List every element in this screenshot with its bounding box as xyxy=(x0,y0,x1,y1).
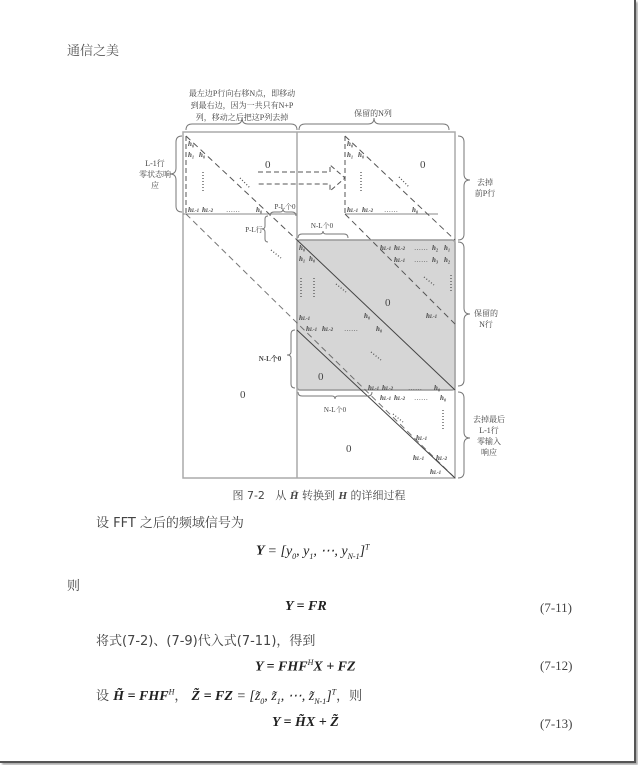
svg-text:h₁: h₁ xyxy=(347,151,354,159)
svg-text:hL-1: hL-1 xyxy=(413,454,425,462)
svg-text:N-L个0: N-L个0 xyxy=(323,406,347,414)
svg-text:h₀: h₀ xyxy=(347,140,354,148)
svg-text:……: …… xyxy=(344,325,358,333)
svg-text:0: 0 xyxy=(346,443,352,455)
svg-text:hL-1: hL-1 xyxy=(368,384,380,392)
equation-number-7-11: (7-11) xyxy=(540,600,573,615)
svg-text:hL-2: hL-2 xyxy=(436,454,448,462)
svg-text:保留的N列: 保留的N列 xyxy=(354,109,392,118)
svg-text:h₀: h₀ xyxy=(364,312,371,320)
svg-text:hL-1: hL-1 xyxy=(306,325,318,333)
svg-text:h₃: h₃ xyxy=(432,256,439,264)
equation-number-7-13: (7-13) xyxy=(540,716,573,731)
svg-text:h₂: h₂ xyxy=(432,244,439,252)
svg-text:h₁: h₁ xyxy=(188,151,195,159)
svg-text:……: …… xyxy=(226,206,240,214)
svg-text:去掉最后: 去掉最后 xyxy=(473,415,505,424)
svg-text:hL-1: hL-1 xyxy=(426,312,438,320)
paragraph-substitute: 将式(7-2)、(7-9)代入式(7-11)，得到 xyxy=(96,634,316,649)
svg-text:零输入: 零输入 xyxy=(477,437,501,446)
svg-text:列，移动之后把这P列去掉: 列，移动之后把这P列去掉 xyxy=(195,113,289,122)
paragraph-then: 则 xyxy=(67,579,81,594)
svg-text:零状态响: 零状态响 xyxy=(139,170,171,179)
figure-caption: 图 7-2 从 H̄ 转换到 H 的详细过程 xyxy=(232,489,406,502)
svg-text:h₀: h₀ xyxy=(358,151,365,159)
svg-text:hL-1: hL-1 xyxy=(394,256,406,264)
svg-text:0: 0 xyxy=(265,159,271,171)
svg-text:h₀: h₀ xyxy=(309,255,316,263)
svg-text:P-L行: P-L行 xyxy=(245,226,263,234)
svg-text:h₀: h₀ xyxy=(434,384,441,392)
svg-text:最左边P行向右移N点，即移动: 最左边P行向右移N点，即移动 xyxy=(188,89,296,98)
svg-text:h₀: h₀ xyxy=(440,394,447,402)
svg-text:N-L个0: N-L个0 xyxy=(310,222,334,230)
svg-text:hL-1: hL-1 xyxy=(188,206,200,214)
svg-text:h₀: h₀ xyxy=(256,206,263,214)
equation-7-13: Y = H̃X + Z̃ xyxy=(272,715,339,730)
svg-text:hL-1: hL-1 xyxy=(430,468,442,476)
svg-text:hL-1: hL-1 xyxy=(416,434,428,442)
svg-text:h₁: h₁ xyxy=(444,244,451,252)
svg-text:hL-1: hL-1 xyxy=(380,244,392,252)
svg-text:hL-2: hL-2 xyxy=(202,206,214,214)
svg-text:到最右边，因为一共只有N+P: 到最右边，因为一共只有N+P xyxy=(190,101,294,110)
svg-text:hL-2: hL-2 xyxy=(382,384,394,392)
svg-text:h₀: h₀ xyxy=(199,151,206,159)
svg-text:h₀: h₀ xyxy=(188,140,195,148)
svg-text:P-L个0: P-L个0 xyxy=(274,203,296,211)
svg-text:hL-1: hL-1 xyxy=(380,394,392,402)
equation-7-11: Y = FR xyxy=(285,599,327,614)
svg-text:……: …… xyxy=(414,394,428,402)
svg-text:前P行: 前P行 xyxy=(474,189,496,198)
svg-text:N-L个0: N-L个0 xyxy=(258,355,282,363)
svg-text:0: 0 xyxy=(318,371,324,383)
svg-text:应: 应 xyxy=(151,181,159,190)
svg-text:响应: 响应 xyxy=(481,448,497,457)
svg-text:h₁: h₁ xyxy=(299,255,306,263)
svg-text:h₀: h₀ xyxy=(412,206,419,214)
svg-text:hL-2: hL-2 xyxy=(362,206,374,214)
svg-text:……: …… xyxy=(408,384,422,392)
svg-text:保留的: 保留的 xyxy=(474,309,498,318)
svg-text:L-1行: L-1行 xyxy=(145,159,165,168)
equation-number-7-12: (7-12) xyxy=(540,658,573,673)
svg-text:L-1行: L-1行 xyxy=(479,426,499,435)
svg-text:……: …… xyxy=(414,256,428,264)
svg-text:hL-2: hL-2 xyxy=(394,244,406,252)
svg-text:h₀: h₀ xyxy=(299,244,306,252)
paragraph-fft-signal: 设 FFT 之后的频域信号为 xyxy=(96,516,244,531)
svg-text:0: 0 xyxy=(240,389,246,401)
svg-text:h₂: h₂ xyxy=(444,256,451,264)
svg-text:……: …… xyxy=(384,206,398,214)
svg-text:……: …… xyxy=(414,244,428,252)
svg-text:0: 0 xyxy=(420,159,426,171)
svg-text:0: 0 xyxy=(385,297,391,309)
svg-text:N行: N行 xyxy=(479,320,493,329)
equation-y-definition: $Y = [y_0$, $y_1$, ⋯, $y_{N-1}]^T$ xyxy=(256,542,370,561)
svg-text:去掉: 去掉 xyxy=(477,178,493,187)
svg-text:hL-1: hL-1 xyxy=(299,314,311,322)
svg-text:hL-2: hL-2 xyxy=(322,325,334,333)
svg-text:hL-1: hL-1 xyxy=(347,206,359,214)
svg-text:h₀: h₀ xyxy=(376,325,383,333)
paragraph-define: 设 H̃ = $FHF^H$， Z̃ = FZ = [$z̃_0$, $z̃_1$, ⋯, $z̃_{N-1}]^T$，则 xyxy=(96,687,363,706)
equation-7-12: $Y = FHF^HX$ + FZ xyxy=(255,658,356,675)
svg-text:hL-2: hL-2 xyxy=(394,394,406,402)
running-header: 通信之美 xyxy=(67,44,120,59)
